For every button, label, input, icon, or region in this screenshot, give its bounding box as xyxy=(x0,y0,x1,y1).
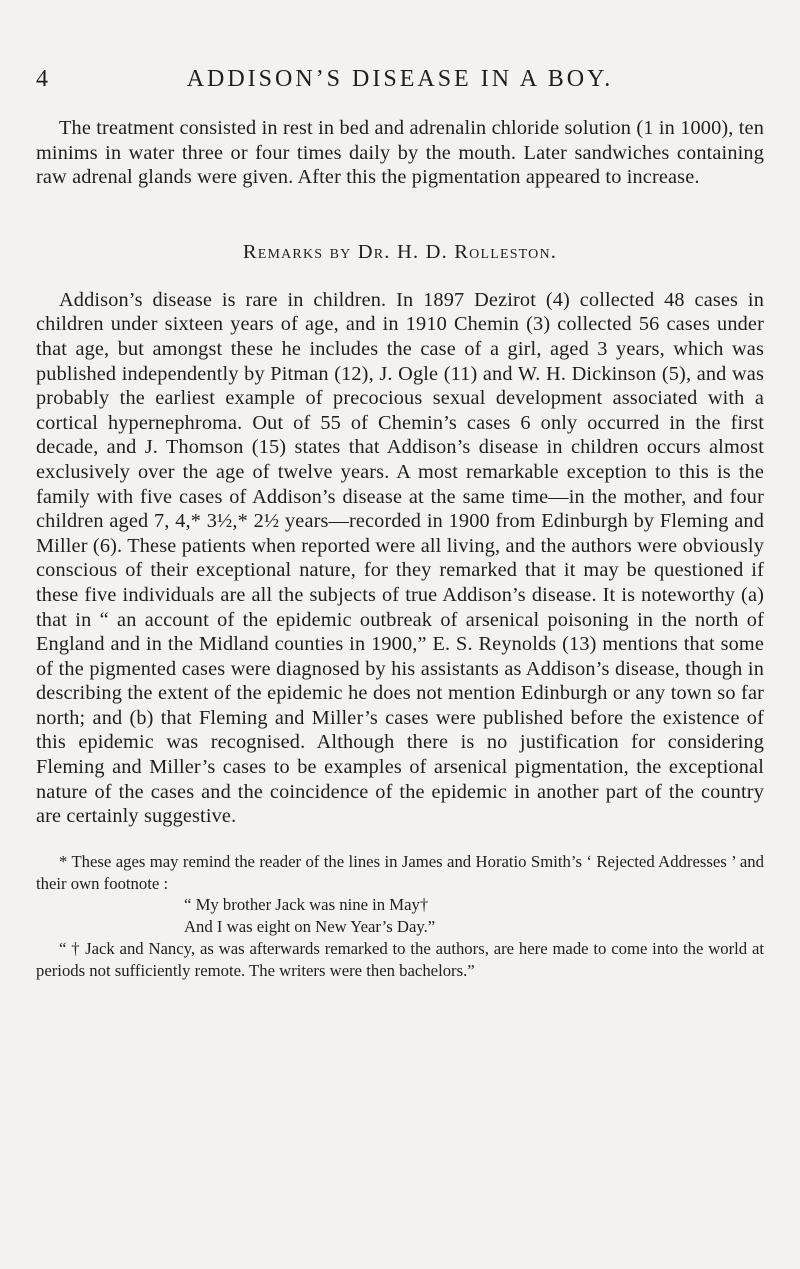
paragraph-remarks: Addison’s disease is rare in children. In 1897 Dezirot (4) collected 48 cases in children under sixteen years of age, and in 1910 Chemin (3) collected 56 cases under that age, but amongst these he includes the case of a girl, aged 3 years, which was published independently by Pitman (12), J. Ogle (11) and W. H. Dickinson (5), and was probably the earliest example of precocious sexual development associated with a cortical hypernephroma. Out of 55 of Chemin’s cases 6 only occurred in the first decade, and J. Thomson (15) states that Addison’s disease in children occurs almost exclusively over the age of twelve years. A most remarkable exception to this is the family with five cases of Addison’s disease at the same time—in the mother, and four children aged 7, 4,* 3½,* 2½ years—recorded in 1900 from Edinburgh by Fleming and Miller (6). These patients when reported were all living, and the authors were obviously conscious of their exceptional nature, for they remarked that it may be questioned if these five individuals are all the subjects of true Addison’s disease. It is noteworthy (a) that in “ an account of the epidemic outbreak of arsenical poisoning in the north of England and in the Midland counties in 1900,” E. S. Reynolds (13) mentions that some of the pigmented cases were diagnosed by his assistants as Addison’s disease, though in describing the extent of the epidemic he does not mention Edinburgh or any town so far north; and (b) that Fleming and Miller’s cases were published before the existence of this epidemic was recognised. Although there is no justification for considering Fleming and Miller’s cases to be examples of arsenical pigmentation, the exceptional nature of the cases and the coincidence of the epidemic in another part of the country are certainly suggestive. xyxy=(36,288,764,828)
running-head xyxy=(36,60,764,100)
footnote xyxy=(36,851,764,982)
footnote-text-2: “ † Jack and Nancy, as was afterwards remarked to the authors, are here made to come into the world at periods not sufficiently remote. The writers were then bachelors.” xyxy=(36,939,764,980)
footnote-verse-line-2: And I was eight on New Year’s Day.” xyxy=(184,917,436,937)
paragraph-treatment: The treatment consisted in rest in bed and adrenalin chloride solution (1 in 1000), ten minims in water three or four times daily by the mouth. Later sandwiches containing raw adrenal glands were given. After this the pigmentation appeared to increase. xyxy=(36,117,764,189)
book-page xyxy=(36,60,764,982)
footnote-verse-line-1: “ My brother Jack was nine in May† xyxy=(184,895,429,915)
section-heading: Remarks by Dr. H. D. Rolleston. xyxy=(242,240,558,263)
running-title: ADDISON’S DISEASE IN A BOY. xyxy=(186,66,614,92)
page-number: 4 xyxy=(36,66,49,92)
footnote-text-1: * These ages may remind the reader of the lines in James and Horatio Smith’s ‘ Rejected Addresses ’ and their own footnote : xyxy=(36,851,764,893)
